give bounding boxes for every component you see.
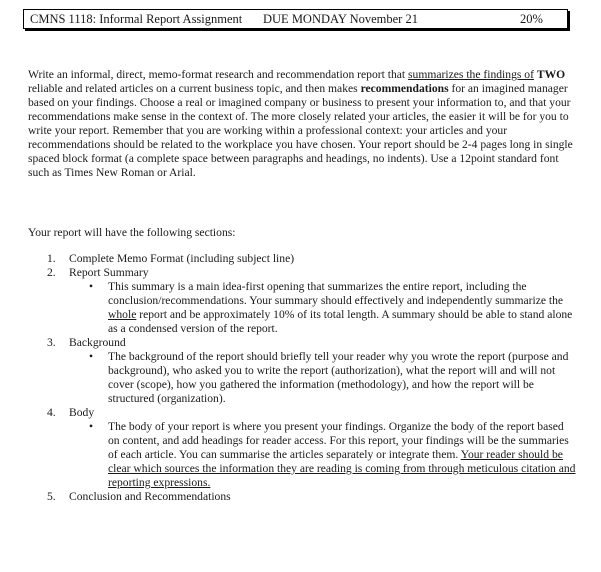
weight-percent: 20% bbox=[520, 12, 543, 26]
course-title: CMNS 1118: Informal Report Assignment bbox=[30, 12, 243, 26]
intro-underlined: summarizes the findings of bbox=[408, 68, 534, 81]
section-number: 4. bbox=[47, 406, 56, 419]
section-item bbox=[28, 252, 576, 266]
section-title: Background bbox=[69, 336, 126, 349]
section-title: Conclusion and Recommendations bbox=[69, 490, 231, 503]
section-bullet bbox=[28, 420, 576, 490]
due-date: DUE MONDAY November 21 bbox=[263, 12, 418, 26]
bullet-text: report and be approximately 10% of its total length. A summary should be able to stand alone as a condensed version of the report. bbox=[108, 308, 573, 335]
intro-text-2: reliable and related articles on a current business topic, and then makes bbox=[28, 82, 361, 95]
intro-paragraph bbox=[28, 68, 576, 180]
section-number: 2. bbox=[47, 266, 56, 279]
sections-label: Your report will have the following sections: bbox=[28, 226, 236, 239]
intro-text-3: for an imagined manager based on your findings. Choose a real or imagined company or business to present your information to, and that your recommendations make sense in the context of. The more closely related your articles, the easier it will be for you to write your report. Remember that you are working within a professional context: your articles and your recommendations should be related to the workplace you have chosen. Your report should be 2-4 pages long in single spaced block format (a complete space between paragraphs and headings, no indents). Use a 12point standard font such as Times New Roman or Arial. bbox=[28, 82, 573, 179]
bullet-underlined: whole bbox=[108, 308, 137, 321]
bullet-dot: • bbox=[89, 350, 94, 363]
bullet-text: The background of the report should briefly tell your reader why you wrote the report (purpose and background), who asked you to write the report (authorization), what the report will and will not cover (scope), how you gathered the information (methodology), and how the report will be structured (organization). bbox=[108, 350, 569, 405]
bullet-underlined: Your reader should be clear which sources the information they are reading is coming from through meticulous citation and reporting expressions. bbox=[108, 448, 576, 489]
sections-list bbox=[28, 252, 576, 504]
intro-recommendations: recommendations bbox=[360, 82, 449, 95]
section-item bbox=[28, 266, 576, 280]
section-number: 3. bbox=[47, 336, 56, 349]
section-title: Body bbox=[69, 406, 95, 419]
intro-two: TWO bbox=[536, 68, 566, 81]
section-bullet bbox=[28, 280, 576, 336]
intro-text-1: Write an informal, direct, memo-format research and recommendation report that bbox=[28, 68, 409, 81]
bullet-dot: • bbox=[89, 420, 94, 433]
section-number: 5. bbox=[47, 490, 56, 503]
bullet-text: This summary is a main idea-first opening that summarizes the entire report, including the conclusion/recommendations. Your summary should effectively and independently summarize the bbox=[108, 280, 564, 307]
section-item bbox=[28, 406, 576, 420]
section-title: Complete Memo Format (including subject line) bbox=[69, 252, 295, 265]
section-bullet bbox=[28, 350, 576, 406]
section-title: Report Summary bbox=[69, 266, 149, 279]
assignment-header bbox=[23, 9, 568, 29]
section-item bbox=[28, 490, 576, 504]
section-number: 1. bbox=[47, 252, 56, 265]
bullet-text: The body of your report is where you present your findings. Organize the body of the report based on content, and add headings for reader access. For this report, your findings will be the summaries of each article. You can summarise the articles separately or integrate them. bbox=[108, 420, 569, 461]
section-item bbox=[28, 336, 576, 350]
bullet-dot: • bbox=[89, 280, 94, 293]
